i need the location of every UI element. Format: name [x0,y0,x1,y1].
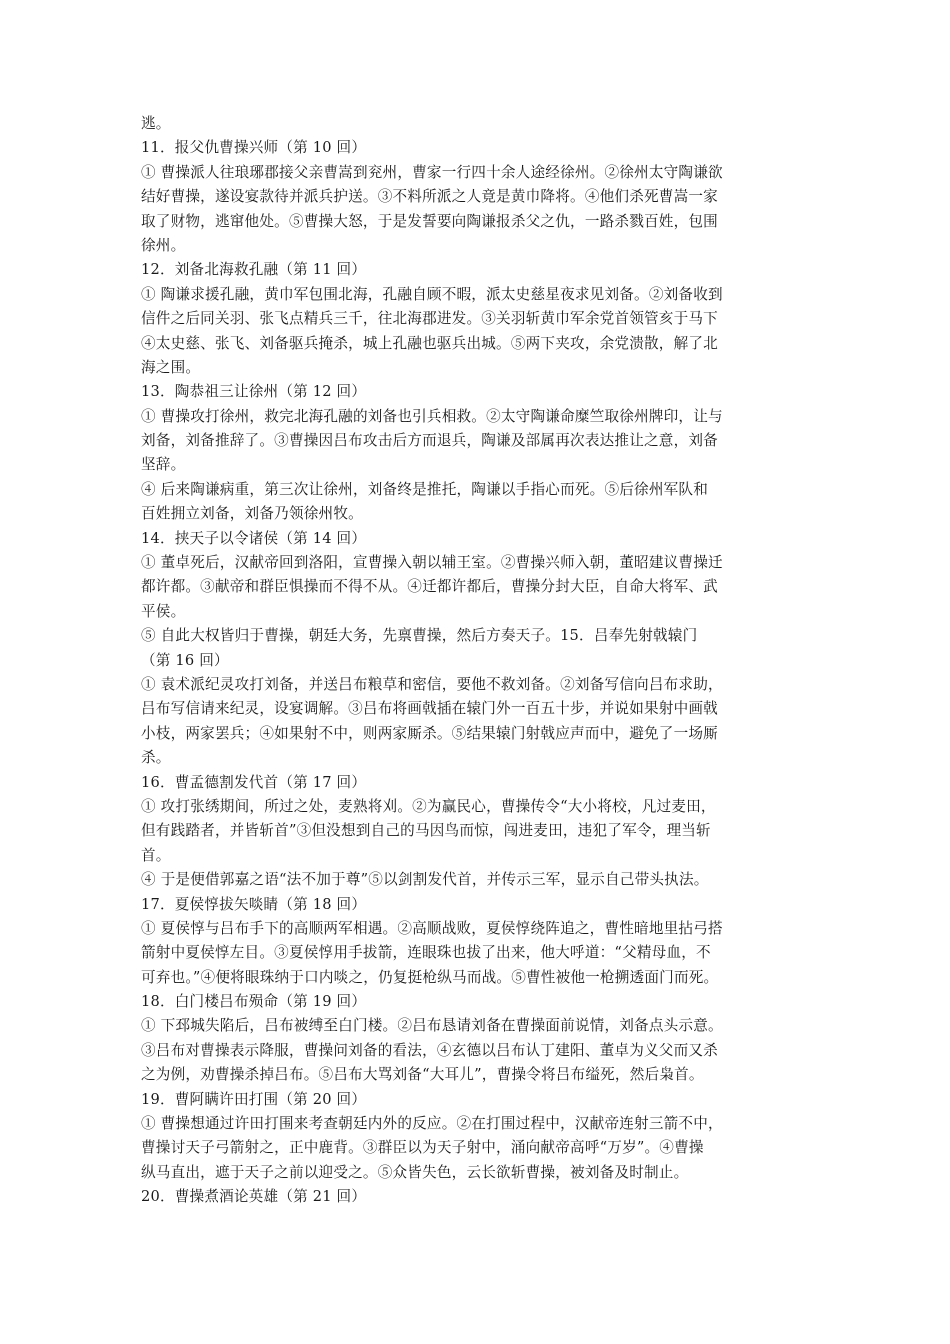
text-line: 纵马直出，遮于天子之前以迎受之。⑤众皆失色，云长欲斩曹操，被刘备及时制止。 [141,1163,689,1181]
text-line: 17．夏侯惇拔矢啖睛（第 18 回） [141,895,367,913]
text-line: 20．曹操煮酒论英雄（第 21 回） [141,1188,367,1206]
text-line: ④ 后来陶谦病重，第三次让徐州，刘备终是推托，陶谦以手指心而死。⑤后徐州军队和 [141,480,709,498]
text-line: ④太史慈、张飞、刘备驱兵掩杀，城上孔融也驱兵出城。⑤两下夹攻，余党溃散，解了北 [141,334,718,352]
text-line: 12．刘备北海救孔融（第 11 回） [141,261,367,279]
text-line: 杀。 [141,749,171,767]
text-line: ④ 于是便借郭嘉之语“法不加于尊”⑤以剑割发代首，并传示三军，显示自己带头执法。 [141,871,709,889]
text-line: 16．曹孟德割发代首（第 17 回） [141,773,367,791]
text-line: 曹操讨天子弓箭射之，正中鹿背。③群臣以为天子射中，涌向献帝高呼“万岁”。④曹操 [141,1139,704,1157]
text-line: 首。 [141,846,171,864]
text-line: ⑤ 自此大权皆归于曹操，朝廷大务，先禀曹操，然后方奏天子。15．吕奉先射戟辕门 [141,627,698,645]
text-line: ① 下邳城失陷后，吕布被缚至白门楼。②吕布恳请刘备在曹操面前说情，刘备点头示意。 [141,1017,723,1035]
text-line: （第 16 回） [141,651,229,669]
text-line: 结好曹操，遂设宴款待并派兵护送。③不料所派之人竟是黄巾降将。④他们杀死曹嵩一家 [141,188,718,206]
text-line: 平侯。 [141,602,186,620]
text-line: 11．报父仇曹操兴师（第 10 回） [141,139,367,157]
text-line: 小枝，两家罢兵；④如果射不中，则两家厮杀。⑤结果辕门射戟应声而中，避免了一场厮 [141,724,718,742]
text-line: 之为例，劝曹操杀掉吕布。⑤吕布大骂刘备“大耳儿”，曹操令将吕布缢死，然后枭首。 [141,1066,704,1084]
document-page [141,112,813,1210]
text-line: ① 曹操攻打徐州，救完北海孔融的刘备也引兵相救。②太守陶谦命糜竺取徐州牌印，让与 [141,407,723,425]
text-line: ① 曹操派人往琅琊郡接父亲曹嵩到兖州，曹家一行四十余人途经徐州。②徐州太守陶谦欲 [141,163,723,181]
text-line: 取了财物，逃窜他处。⑤曹操大怒，于是发誓要向陶谦报杀父之仇，一路杀戮百姓，包围 [141,212,718,230]
text-line: 13．陶恭祖三让徐州（第 12 回） [141,383,367,401]
text-line: 箭射中夏侯惇左目。③夏侯惇用手拔箭，连眼珠也拔了出来，他大呼道：“父精母血，不 [141,944,711,962]
text-line: 但有践踏者，并皆斩首”③但没想到自己的马因鸟而惊，闯进麦田，违犯了军令，理当斩 [141,822,711,840]
text-line: 徐州。 [141,236,186,254]
text-line: 18．白门楼吕布殒命（第 19 回） [141,993,367,1011]
text-line: ① 攻打张绣期间，所过之处，麦熟将刈。②为赢民心，曹操传令“大小将校，凡过麦田， [141,797,716,815]
text-line: ① 夏侯惇与吕布手下的高顺两军相遇。②高顺战败，夏侯惇绕阵追之，曹性暗地里拈弓搭 [141,919,723,937]
text-line: 刘备，刘备推辞了。③曹操因吕布攻击后方而退兵，陶谦及部属再次表达推让之意，刘备 [141,432,718,450]
text-line: 海之围。 [141,358,201,376]
text-line: ③吕布对曹操表示降服，曹操问刘备的看法，④玄德以吕布认丁建阳、董卓为义父而又杀 [141,1041,718,1059]
text-line: 吕布写信请来纪灵，设宴调解。③吕布将画戟插在辕门外一百五十步，并说如果射中画戟 [141,700,718,718]
text-line: ① 董卓死后，汉献帝回到洛阳，宣曹操入朝以辅王室。②曹操兴师入朝，董昭建议曹操迁 [141,554,723,572]
text-line: 19．曹阿瞒许田打围（第 20 回） [141,1090,367,1108]
text-line: ① 曹操想通过许田打围来考查朝廷内外的反应。②在打围过程中，汉献帝连射三箭不中， [141,1115,723,1133]
text-line: 逃。 [141,115,171,132]
text-line: 都许都。③献帝和群臣惧操而不得不从。④迁都许都后，曹操分封大臣，自命大将军、武 [141,578,718,596]
text-line: 百姓拥立刘备，刘备乃领徐州牧。 [141,505,363,523]
text-line: ① 袁术派纪灵攻打刘备，并送吕布粮草和密信，要他不救刘备。②刘备写信向吕布求助， [141,675,723,693]
text-line: 14．挟天子以令诸侯（第 14 回） [141,529,367,547]
text-line: 可弃也。”④便将眼珠纳于口内啖之，仍复挺枪纵马而战。⑤曹性被他一枪搠透面门而死。 [141,968,719,986]
text-line: 信件之后同关羽、张飞点精兵三千，往北海郡进发。③关羽斩黄巾军余党首领管亥于马下 [141,310,718,328]
text-line: 坚辞。 [141,456,186,474]
text-line: ① 陶谦求援孔融，黄巾军包围北海，孔融自顾不暇，派太史慈星夜求见刘备。②刘备收到 [141,285,723,303]
